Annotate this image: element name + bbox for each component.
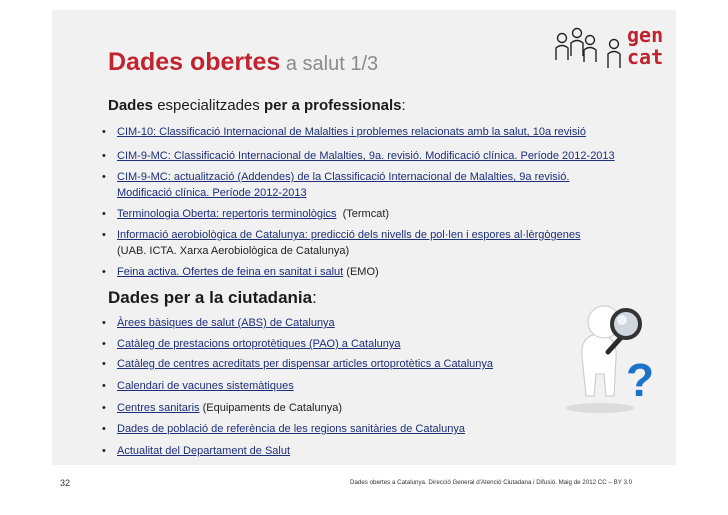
dataset-link[interactable]: CIM-10: Classificació Internacional de Malalties i problemes relacionats amb la salut, 10a revisió xyxy=(117,126,586,138)
bullet: • xyxy=(102,229,106,241)
dataset-link[interactable]: Feina activa. Ofertes de feina en sanitat i salut xyxy=(117,266,344,278)
list-item xyxy=(102,264,379,280)
list-item xyxy=(102,356,493,372)
item-note: (UAB. ICTA. Xarxa Aerobiològica de Catalunya) xyxy=(117,245,350,257)
heading-part: : xyxy=(312,288,317,307)
dataset-link[interactable]: CIM-9-MC: Classificació Internacional de Malalties, 9a. revisió. Modificació clínica. Període 2012-2013 xyxy=(117,150,615,162)
bullet: • xyxy=(102,338,106,350)
bullet: • xyxy=(102,266,106,278)
people-icon xyxy=(552,24,630,72)
heading-part: : xyxy=(401,97,406,114)
list-item xyxy=(102,148,615,164)
footer-credit: Dades obertes a Catalunya. Direcció General d'Atenció Ciutadana i Difusió. Maig de 2012 CC – BY 3.0 xyxy=(350,479,633,486)
heading-part: especialitzades xyxy=(153,97,264,114)
bullet: • xyxy=(102,445,106,457)
link-suffix: (EMO) xyxy=(343,266,379,278)
gencat-logo xyxy=(627,25,675,75)
heading-part: Dades per a la ciutadania xyxy=(108,288,313,307)
dataset-link[interactable]: Catàleg de centres acreditats per dispensar articles ortoprotètics a Catalunya xyxy=(117,358,494,370)
list-item xyxy=(102,169,569,201)
dataset-link[interactable]: Catàleg de prestacions ortoprotètiques (PAO) a Catalunya xyxy=(117,338,401,350)
page-number: 32 xyxy=(60,478,71,488)
dataset-link[interactable]: Actualitat del Departament de Salut xyxy=(117,445,291,457)
professionals-heading xyxy=(108,97,406,114)
dataset-link[interactable]: Terminologia Oberta: repertoris terminològics xyxy=(117,208,337,220)
dataset-link[interactable]: Calendari de vacunes sistemàtiques xyxy=(117,380,294,392)
list-item xyxy=(102,421,465,437)
heading-part: per a professionals xyxy=(263,97,402,114)
logo-line-1: gen xyxy=(627,23,664,47)
logo-line-2: cat xyxy=(627,45,664,69)
bullet: • xyxy=(102,380,106,392)
page-title xyxy=(108,48,378,77)
magnifier-figure-illustration xyxy=(548,296,668,414)
dataset-link[interactable]: Àrees bàsiques de salut (ABS) de Catalunya xyxy=(117,317,335,329)
list-item xyxy=(102,206,389,222)
list-item xyxy=(102,315,335,331)
ciutadania-heading xyxy=(108,288,317,308)
bullet: • xyxy=(102,317,106,329)
title-subtitle: a salut 1/3 xyxy=(280,53,379,75)
bullet: • xyxy=(102,171,106,183)
bullet: • xyxy=(102,208,106,220)
bullet: • xyxy=(102,402,106,414)
list-item xyxy=(102,443,290,459)
bullet: • xyxy=(102,423,106,435)
dataset-link[interactable]: CIM-9-MC: actualització (Addendes) de la Classificació Internacional de Malalties, 9a revisió. xyxy=(117,171,570,183)
bullet: • xyxy=(102,150,106,162)
question-mark: ? xyxy=(626,354,655,406)
list-item xyxy=(102,124,586,140)
dataset-link-continued[interactable]: Modificació clínica. Període 2012-2013 xyxy=(117,187,307,199)
list-item xyxy=(102,336,401,352)
link-suffix: (Equipaments de Catalunya) xyxy=(199,402,343,414)
list-item xyxy=(102,400,342,416)
dataset-link[interactable]: Informació aerobiològica de Catalunya: predicció dels nivells de pol·len i espores al·lèrgògenes xyxy=(117,229,581,241)
heading-part: Dades xyxy=(108,97,154,114)
link-suffix: (Termcat) xyxy=(336,208,390,220)
bullet: • xyxy=(102,126,106,138)
list-item xyxy=(102,378,294,394)
title-bold: Dades obertes xyxy=(108,48,281,76)
bullet: • xyxy=(102,358,106,370)
list-item xyxy=(102,227,581,259)
dataset-link[interactable]: Centres sanitaris xyxy=(117,402,200,414)
dataset-link[interactable]: Dades de població de referència de les regions sanitàries de Catalunya xyxy=(117,423,465,435)
